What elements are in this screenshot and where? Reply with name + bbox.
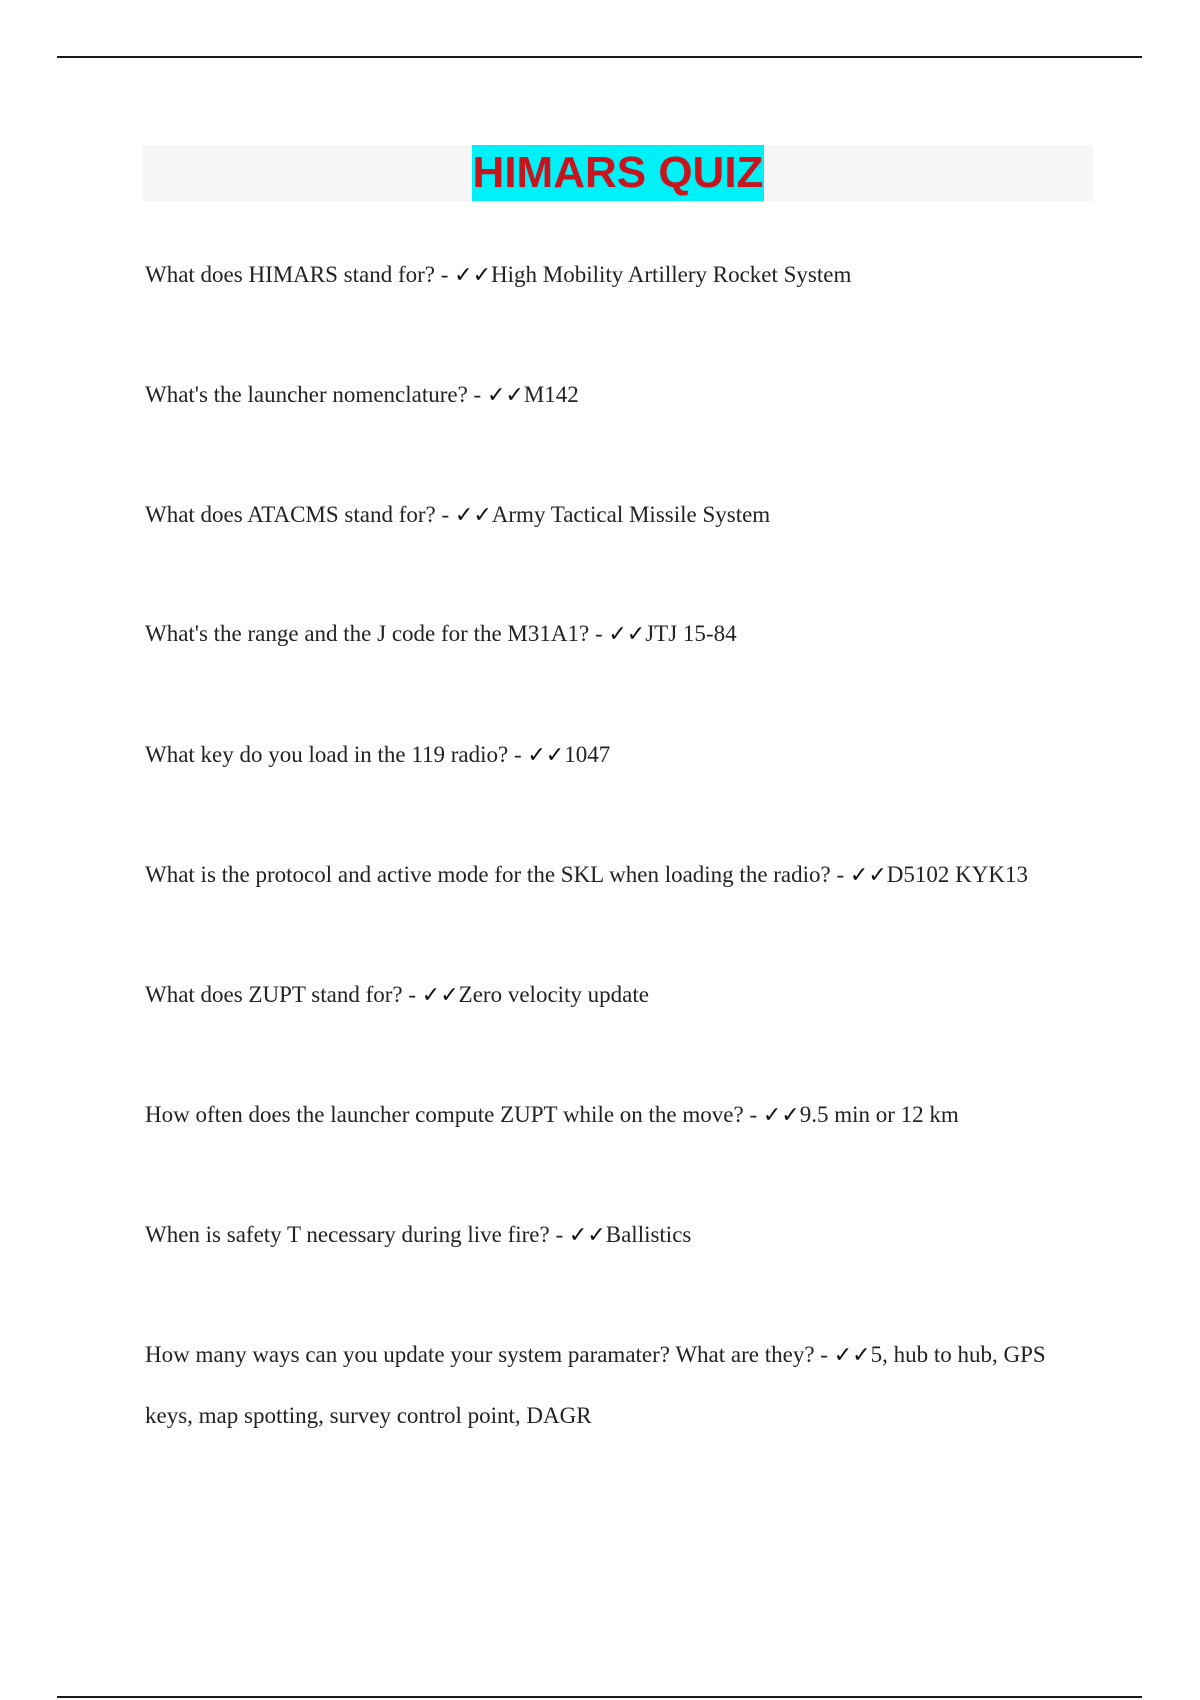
double-check-icon: ✓✓ [833, 1343, 871, 1368]
answer: D5102 KYK13 [886, 862, 1028, 887]
question: What does HIMARS stand for? - [145, 262, 455, 287]
qa-item-2 [145, 365, 1085, 426]
answer: Zero velocity update [458, 982, 649, 1007]
title-band [143, 145, 1093, 201]
answer: 5, hub to hub, GPS keys, map spotting, survey control point, DAGR [145, 1342, 1046, 1428]
answer: Ballistics [605, 1222, 692, 1247]
document-title: HIMARS QUIZ [472, 145, 765, 201]
double-check-icon: ✓✓ [421, 983, 459, 1008]
question: How many ways can you update your system paramater? What are they? - [145, 1342, 834, 1367]
double-check-icon: ✓✓ [527, 743, 565, 768]
qa-item-5 [145, 725, 1085, 786]
question: What does ATACMS stand for? - [145, 502, 455, 527]
answer: M142 [523, 382, 579, 407]
answer: High Mobility Artillery Rocket System [491, 262, 852, 287]
question: What is the protocol and active mode for the SKL when loading the radio? - [145, 862, 850, 887]
qa-item-3 [145, 485, 1085, 546]
double-check-icon: ✓✓ [608, 622, 646, 647]
top-rule [57, 56, 1142, 58]
qa-item-9 [145, 1205, 1085, 1266]
answer: JTJ 15-84 [645, 621, 737, 646]
answer: Army Tactical Missile System [491, 502, 771, 527]
question: What's the launcher nomenclature? - [145, 382, 487, 407]
qa-item-7 [145, 965, 1085, 1026]
answer: 9.5 min or 12 km [799, 1102, 959, 1127]
double-check-icon: ✓✓ [849, 863, 887, 888]
double-check-icon: ✓✓ [454, 503, 492, 528]
double-check-icon: ✓✓ [486, 383, 524, 408]
qa-item-10 [145, 1325, 1085, 1446]
bottom-rule [57, 1696, 1142, 1698]
qa-item-1 [145, 245, 1085, 306]
question: What does ZUPT stand for? - [145, 982, 422, 1007]
answer: 1047 [564, 742, 611, 767]
question: What key do you load in the 119 radio? - [145, 742, 528, 767]
question: When is safety T necessary during live fire? - [145, 1222, 569, 1247]
double-check-icon: ✓✓ [454, 263, 492, 288]
qa-item-4 [145, 604, 1085, 665]
question: What's the range and the J code for the M31A1? - [145, 621, 609, 646]
question: How often does the launcher compute ZUPT while on the move? - [145, 1102, 763, 1127]
double-check-icon: ✓✓ [762, 1103, 800, 1128]
double-check-icon: ✓✓ [568, 1223, 606, 1248]
qa-item-8 [145, 1085, 1085, 1146]
qa-item-6 [145, 845, 1085, 906]
